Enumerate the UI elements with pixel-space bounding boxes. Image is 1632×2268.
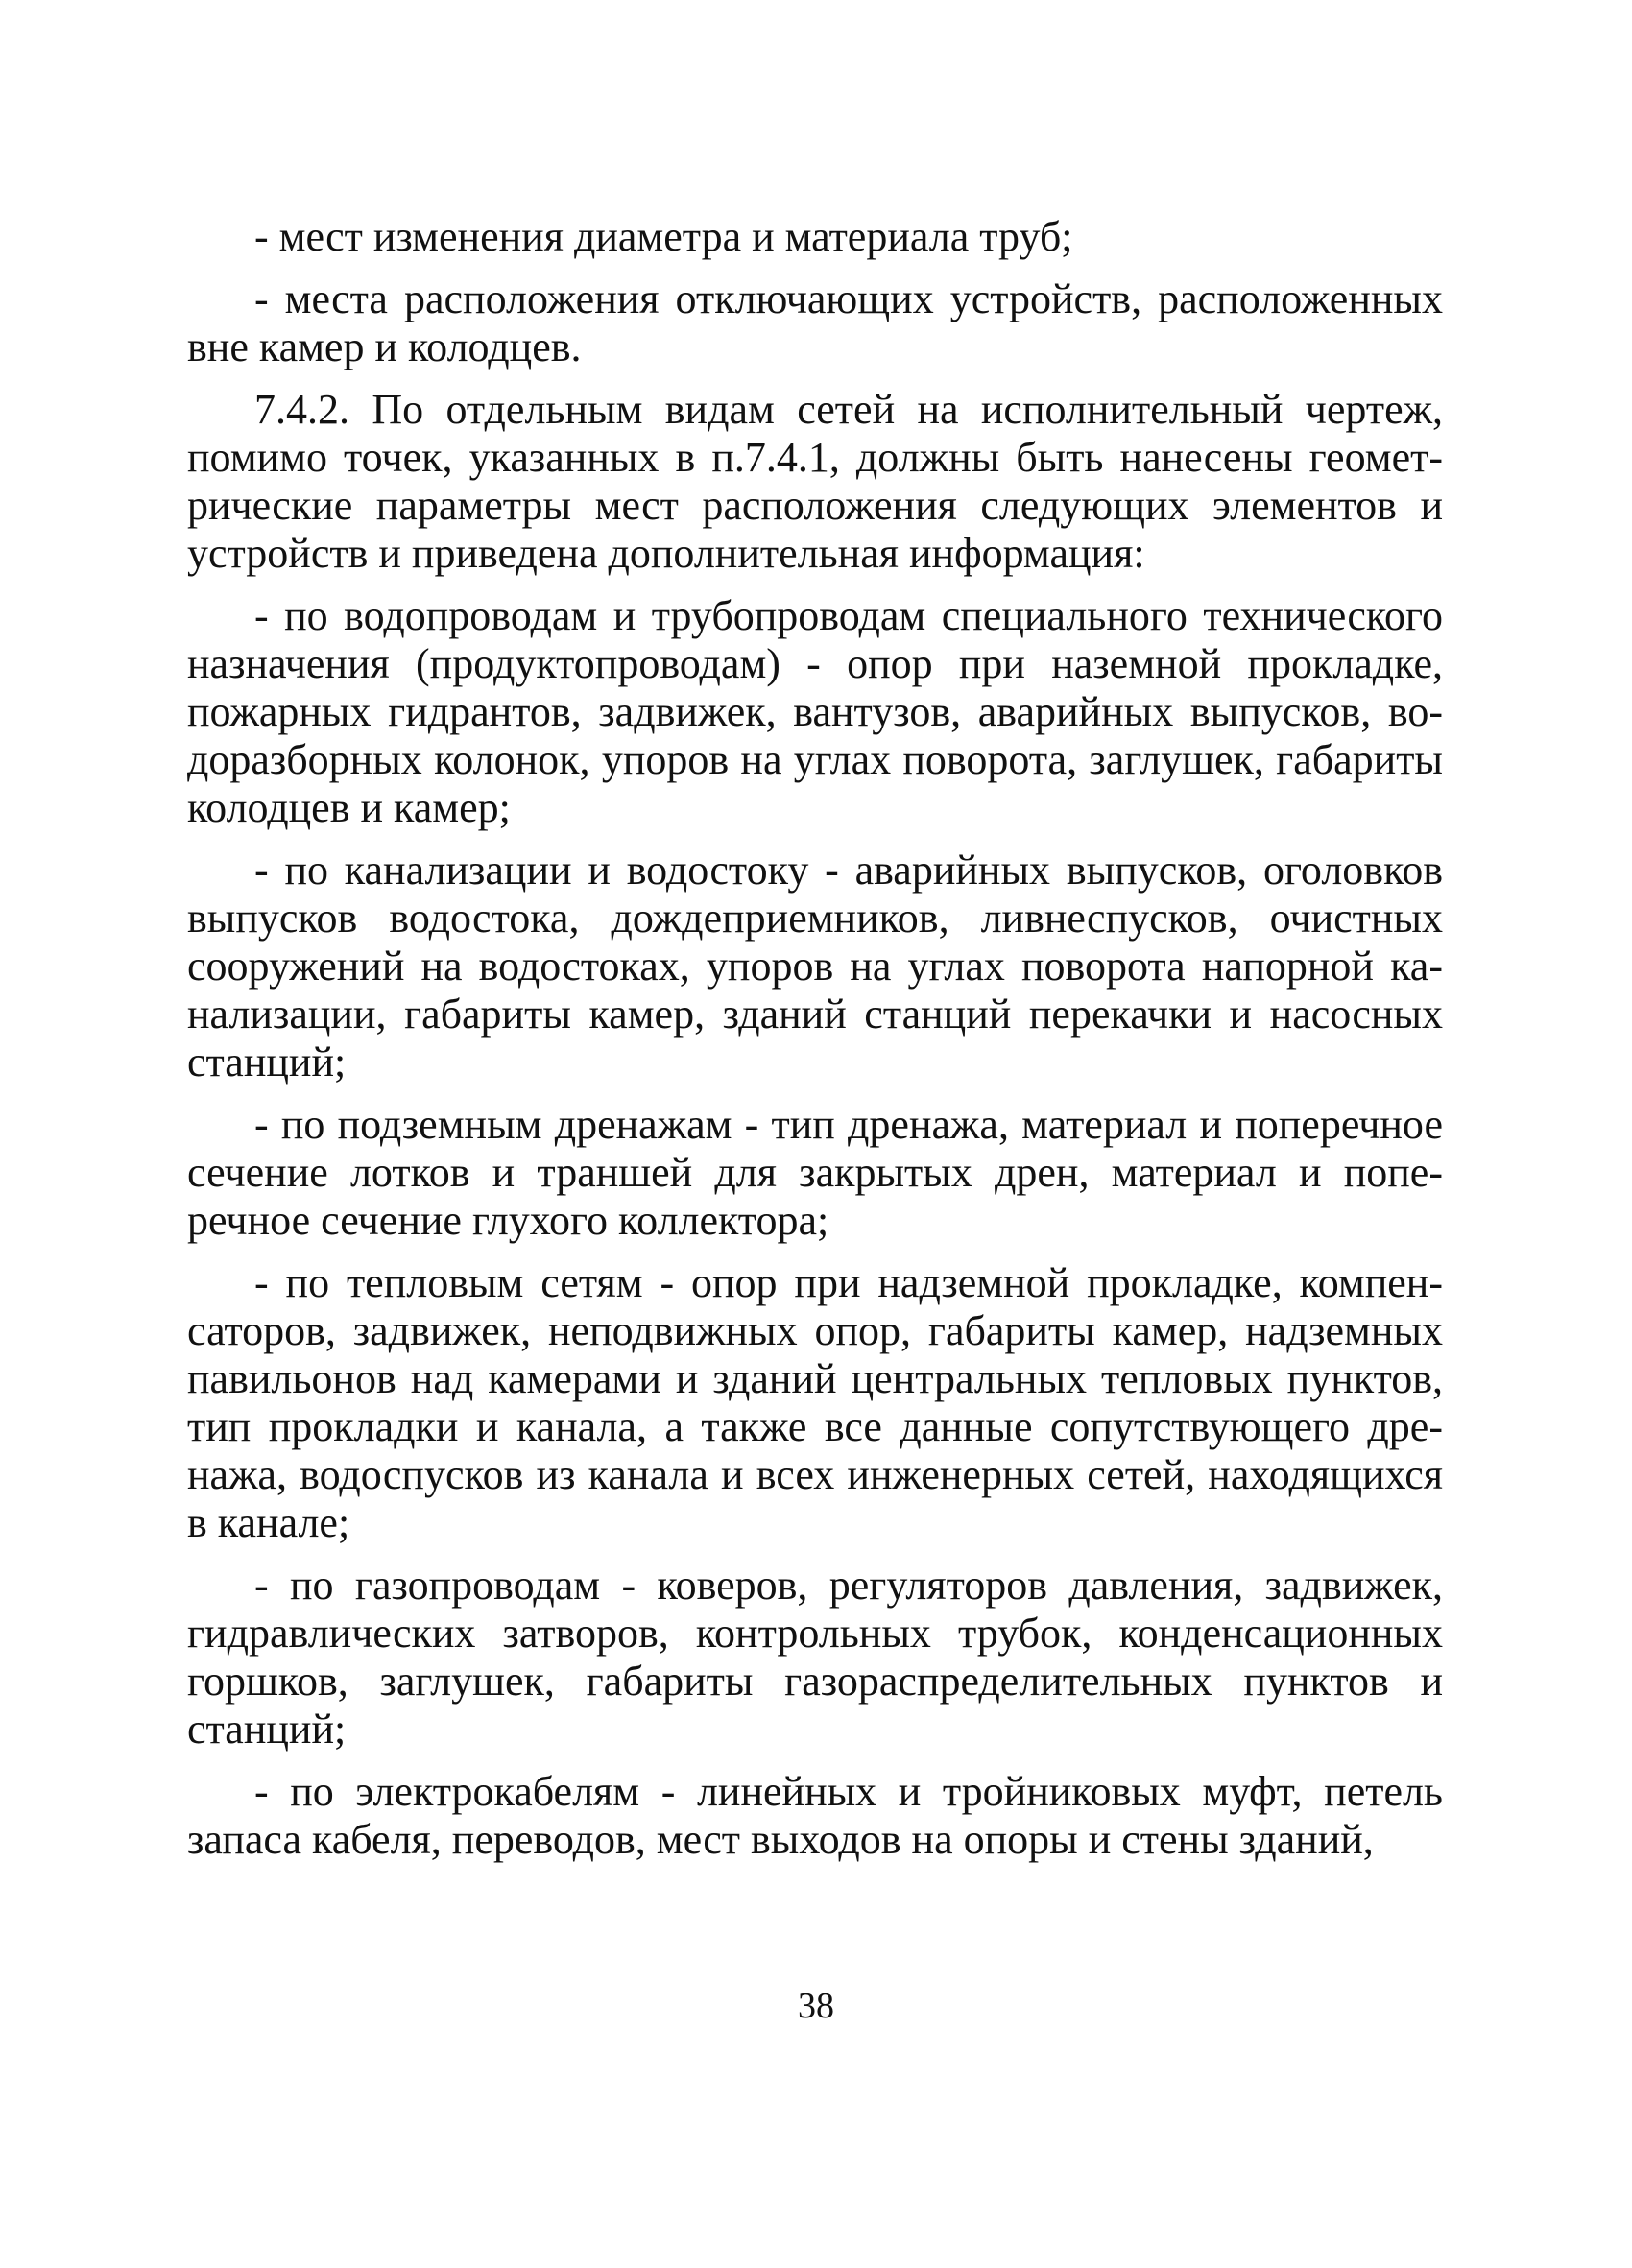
paragraph-water-supply: - по водопроводам и трубопроводам специального технического назначения (продуктопроводам) - опор при наземной прокладке, пожарных гидрантов, задвижек, вантузов, аварийных выпусков, водоразборных колонок, упоров на углах поворота, заглушек, габариты колодцев и камер; [187,592,1443,831]
paragraph-gas-pipelines: - по газопроводам - коверов, регуляторов давления, задвижек, гидравлических затворов, контрольных трубок, конденсационных горшков, заглушек, габариты газораспределительных пунктов и станций; [187,1562,1443,1753]
paragraph-pipe-diameter-change: - мест изменения диаметра и материала труб; [254,213,1073,260]
page-number: 38 [798,1986,834,2026]
paragraph-section-7-4-2: 7.4.2. По отдельным видам сетей на исполнительный чертеж, помимо точек, указанных в п.7.4.1, должны быть нанесены геометрические параметры мест расположения следующих элементов и устройств и приведена дополнительная информация: [187,386,1443,577]
paragraph-electric-cables: - по электрокабелям - линейных и тройниковых муфт, петель запаса кабеля, переводов, мест выходов на опоры и стены зданий, [187,1768,1443,1863]
paragraph-heating-networks: - по тепловым сетям - опор при надземной прокладке, компенсаторов, задвижек, неподвижных опор, габариты камер, надземных павильонов над камерами и зданий центральных тепловых пунктов, тип прокладки и канала, а также все данные сопутствующего дренажа, водоспусков из канала и всех инженерных сетей, находящихся в канале; [187,1259,1443,1546]
paragraph-sewerage: - по канализации и водостоку - аварийных выпусков, оголовков выпусков водостока, дождеприемников, ливнеспусков, очистных сооружений на водостоках, упоров на углах поворота напорной канализации, габариты камер, зданий станций перекачки и насосных станций; [187,847,1443,1086]
body-text [187,213,1443,1878]
paragraph-drainage: - по подземным дренажам - тип дренажа, материал и поперечное сечение лотков и траншей для закрытых дрен, материал и поперечное сечение глухого коллектора; [187,1101,1443,1244]
paragraph-shutoff-devices: - места расположения отключающих устройств, расположенных вне камер и колодцев. [187,275,1443,370]
